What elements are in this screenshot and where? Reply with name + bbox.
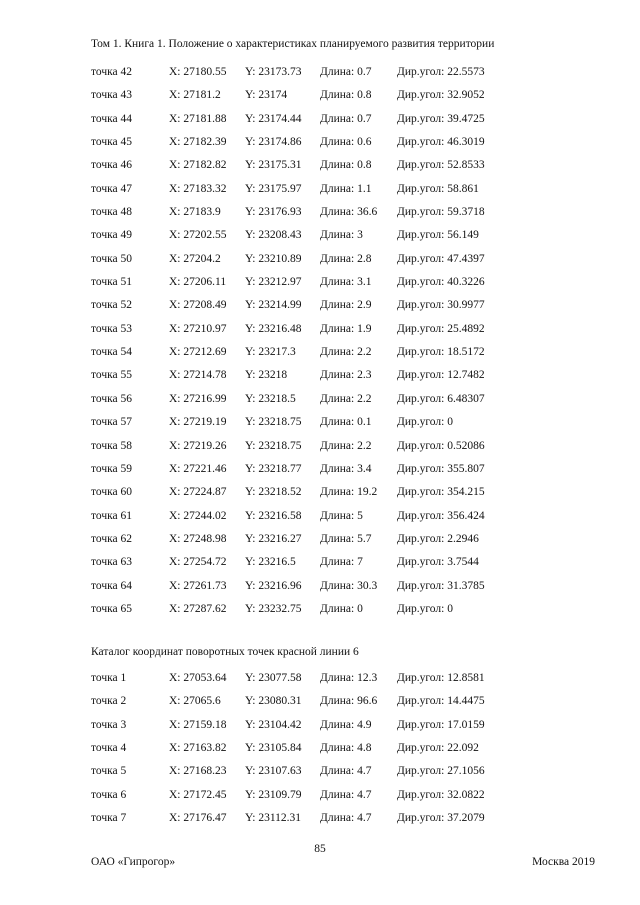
point-name: точка 58 (91, 439, 133, 452)
direction-angle: Дир.угол: 32.9052 (397, 89, 485, 102)
length-value: Длина: 3.4 (320, 462, 372, 475)
y-coordinate: Y: 23112.31 (245, 812, 302, 825)
direction-angle: Дир.угол: 22.092 (397, 742, 479, 755)
y-coordinate: Y: 23218.75 (245, 439, 302, 452)
y-coordinate: Y: 23218 (245, 369, 288, 382)
y-coordinate: Y: 23218.75 (245, 416, 302, 429)
y-coordinate: Y: 23216.27 (245, 532, 302, 545)
length-value: Длина: 4.7 (320, 788, 372, 801)
point-name: точка 44 (91, 112, 133, 125)
length-value: Длина: 0.7 (320, 66, 372, 78)
point-name: точка 51 (91, 276, 133, 289)
length-value: Длина: 3.1 (320, 276, 372, 289)
x-coordinate: X: 27182.39 (169, 136, 227, 149)
direction-angle: Дир.угол: 25.4892 (397, 322, 485, 335)
direction-angle: Дир.угол: 356.424 (397, 509, 485, 522)
length-value: Длина: 36.6 (320, 206, 378, 219)
length-value: Длина: 1.9 (320, 322, 372, 335)
point-name: точка 63 (91, 556, 133, 569)
x-coordinate: X: 27168.23 (169, 765, 227, 778)
length-value: Длина: 0.1 (320, 416, 372, 429)
x-coordinate: X: 27216.99 (169, 392, 227, 405)
point-name: точка 43 (91, 89, 133, 102)
y-coordinate: Y: 23217.3 (245, 346, 296, 359)
y-coordinate: Y: 23107.63 (245, 765, 302, 778)
y-coordinate: Y: 23175.97 (245, 182, 302, 195)
x-coordinate: X: 27053.64 (169, 672, 227, 684)
direction-angle: Дир.угол: 17.0159 (397, 718, 485, 731)
direction-angle: Дир.угол: 0.52086 (397, 439, 485, 452)
length-value: Длина: 2.8 (320, 252, 372, 265)
direction-angle: Дир.угол: 14.4475 (397, 695, 485, 708)
direction-angle: Дир.угол: 12.7482 (397, 369, 485, 382)
length-value: Длина: 0.6 (320, 136, 372, 149)
y-coordinate: Y: 23208.43 (245, 229, 302, 242)
direction-angle: Дир.угол: 56.149 (397, 229, 479, 242)
point-name: точка 55 (91, 369, 133, 382)
direction-angle: Дир.угол: 58.861 (397, 182, 479, 195)
length-value: Длина: 0.8 (320, 89, 372, 102)
x-coordinate: X: 27183.9 (169, 206, 221, 219)
y-coordinate: Y: 23216.96 (245, 579, 302, 592)
x-coordinate: X: 27206.11 (169, 276, 227, 289)
length-value: Длина: 0.7 (320, 112, 372, 125)
length-value: Длина: 2.2 (320, 439, 372, 452)
length-value: Длина: 0.8 (320, 159, 372, 172)
length-value: Длина: 5 (320, 509, 363, 522)
direction-angle: Дир.угол: 355.807 (397, 462, 485, 475)
length-value: Длина: 2.2 (320, 392, 372, 405)
y-coordinate: Y: 23174.44 (245, 112, 302, 125)
point-name: точка 59 (91, 462, 133, 475)
direction-angle: Дир.угол: 18.5172 (397, 346, 485, 359)
x-coordinate: X: 27254.72 (169, 556, 227, 569)
point-name: точка 49 (91, 229, 133, 242)
y-coordinate: Y: 23214.99 (245, 299, 302, 312)
direction-angle: Дир.угол: 40.3226 (397, 276, 485, 289)
length-value: Длина: 2.2 (320, 346, 372, 359)
x-coordinate: X: 27221.46 (169, 462, 227, 475)
point-name: точка 6 (91, 788, 127, 801)
point-name: точка 3 (91, 718, 127, 731)
y-coordinate: Y: 23174 (245, 89, 288, 102)
y-coordinate: Y: 23218.52 (245, 486, 302, 499)
point-name: точка 47 (91, 182, 133, 195)
direction-angle: Дир.угол: 0 (397, 602, 453, 615)
y-coordinate: Y: 23216.58 (245, 509, 302, 522)
point-name: точка 60 (91, 486, 133, 499)
y-coordinate: Y: 23216.5 (245, 556, 296, 569)
point-name: точка 52 (91, 299, 133, 312)
point-name: точка 54 (91, 346, 133, 359)
x-coordinate: X: 27210.97 (169, 322, 227, 335)
x-coordinate: X: 27208.49 (169, 299, 227, 312)
direction-angle: Дир.угол: 46.3019 (397, 136, 485, 149)
x-coordinate: X: 27176.47 (169, 812, 227, 825)
direction-angle: Дир.угол: 52.8533 (397, 159, 485, 172)
length-value: Длина: 5.7 (320, 532, 372, 545)
y-coordinate: Y: 23109.79 (245, 788, 302, 801)
y-coordinate: Y: 23173.73 (245, 66, 302, 78)
direction-angle: Дир.угол: 47.4397 (397, 252, 485, 265)
x-coordinate: X: 27182.82 (169, 159, 227, 172)
y-coordinate: Y: 23232.75 (245, 602, 302, 615)
direction-angle: Дир.угол: 3.7544 (397, 556, 479, 569)
point-name: точка 62 (91, 532, 133, 545)
length-value: Длина: 2.9 (320, 299, 372, 312)
point-name: точка 50 (91, 252, 133, 265)
x-coordinate: X: 27219.19 (169, 416, 227, 429)
x-coordinate: X: 27181.2 (169, 89, 221, 102)
x-coordinate: X: 27248.98 (169, 532, 227, 545)
length-value: Длина: 3 (320, 229, 363, 242)
y-coordinate: Y: 23210.89 (245, 252, 302, 265)
point-name: точка 2 (91, 695, 127, 708)
length-value: Длина: 4.7 (320, 812, 372, 825)
length-value: Длина: 4.9 (320, 718, 372, 731)
x-coordinate: X: 27065.6 (169, 695, 221, 708)
direction-angle: Дир.угол: 30.9977 (397, 299, 485, 312)
direction-angle: Дир.угол: 2.2946 (397, 532, 479, 545)
x-coordinate: X: 27212.69 (169, 346, 227, 359)
length-value: Длина: 96.6 (320, 695, 378, 708)
footer-organization: ОАО «Гипрогор» (91, 856, 176, 868)
x-coordinate: X: 27159.18 (169, 718, 227, 731)
x-coordinate: X: 27172.45 (169, 788, 227, 801)
x-coordinate: X: 27163.82 (169, 742, 227, 755)
length-value: Длина: 19.2 (320, 486, 378, 499)
length-value: Длина: 0 (320, 602, 363, 615)
y-coordinate: Y: 23104.42 (245, 718, 302, 731)
point-name: точка 65 (91, 602, 133, 615)
point-name: точка 4 (91, 742, 127, 755)
x-coordinate: X: 27180.55 (169, 66, 227, 78)
footer-city-year: Москва 2019 (532, 856, 595, 868)
y-coordinate: Y: 23080.31 (245, 695, 302, 708)
length-value: Длина: 7 (320, 556, 363, 569)
y-coordinate: Y: 23174.86 (245, 136, 302, 149)
x-coordinate: X: 27287.62 (169, 602, 227, 615)
y-coordinate: Y: 23212.97 (245, 276, 302, 289)
point-name: точка 45 (91, 136, 133, 149)
point-name: точка 61 (91, 509, 133, 522)
direction-angle: Дир.угол: 59.3718 (397, 206, 485, 219)
direction-angle: Дир.угол: 32.0822 (397, 788, 485, 801)
x-coordinate: X: 27214.78 (169, 369, 227, 382)
y-coordinate: Y: 23218.5 (245, 392, 296, 405)
x-coordinate: X: 27181.88 (169, 112, 227, 125)
y-coordinate: Y: 23216.48 (245, 322, 302, 335)
length-value: Длина: 12.3 (320, 672, 378, 684)
point-name: точка 56 (91, 392, 133, 405)
y-coordinate: Y: 23105.84 (245, 742, 302, 755)
point-name: точка 1 (91, 672, 127, 684)
length-value: Длина: 2.3 (320, 369, 372, 382)
direction-angle: Дир.угол: 39.4725 (397, 112, 485, 125)
x-coordinate: X: 27204.2 (169, 252, 221, 265)
point-name: точка 48 (91, 206, 133, 219)
x-coordinate: X: 27224.87 (169, 486, 227, 499)
y-coordinate: Y: 23077.58 (245, 672, 302, 684)
x-coordinate: X: 27219.26 (169, 439, 227, 452)
y-coordinate: Y: 23175.31 (245, 159, 302, 172)
direction-angle: Дир.угол: 12.8581 (397, 672, 485, 684)
page-header: Том 1. Книга 1. Положение о характеристиках планируемого развития территории (91, 38, 495, 50)
direction-angle: Дир.угол: 6.48307 (397, 392, 485, 405)
direction-angle: Дир.угол: 354.215 (397, 486, 485, 499)
point-name: точка 64 (91, 579, 133, 592)
direction-angle: Дир.угол: 31.3785 (397, 579, 485, 592)
point-name: точка 53 (91, 322, 133, 335)
direction-angle: Дир.угол: 27.1056 (397, 765, 485, 778)
direction-angle: Дир.угол: 22.5573 (397, 66, 485, 78)
page-number: 85 (314, 843, 326, 855)
point-name: точка 42 (91, 66, 133, 78)
point-name: точка 57 (91, 416, 133, 429)
y-coordinate: Y: 23218.77 (245, 462, 302, 475)
x-coordinate: X: 27202.55 (169, 229, 227, 242)
point-name: точка 5 (91, 765, 127, 778)
y-coordinate: Y: 23176.93 (245, 206, 302, 219)
length-value: Длина: 1.1 (320, 182, 372, 195)
length-value: Длина: 4.7 (320, 765, 372, 778)
length-value: Длина: 30.3 (320, 579, 378, 592)
x-coordinate: X: 27261.73 (169, 579, 227, 592)
x-coordinate: X: 27183.32 (169, 182, 227, 195)
x-coordinate: X: 27244.02 (169, 509, 227, 522)
point-name: точка 46 (91, 159, 133, 172)
point-name: точка 7 (91, 812, 127, 825)
direction-angle: Дир.угол: 37.2079 (397, 812, 485, 825)
section-title: Каталог координат поворотных точек красной линии 6 (91, 646, 359, 658)
direction-angle: Дир.угол: 0 (397, 416, 453, 429)
length-value: Длина: 4.8 (320, 742, 372, 755)
